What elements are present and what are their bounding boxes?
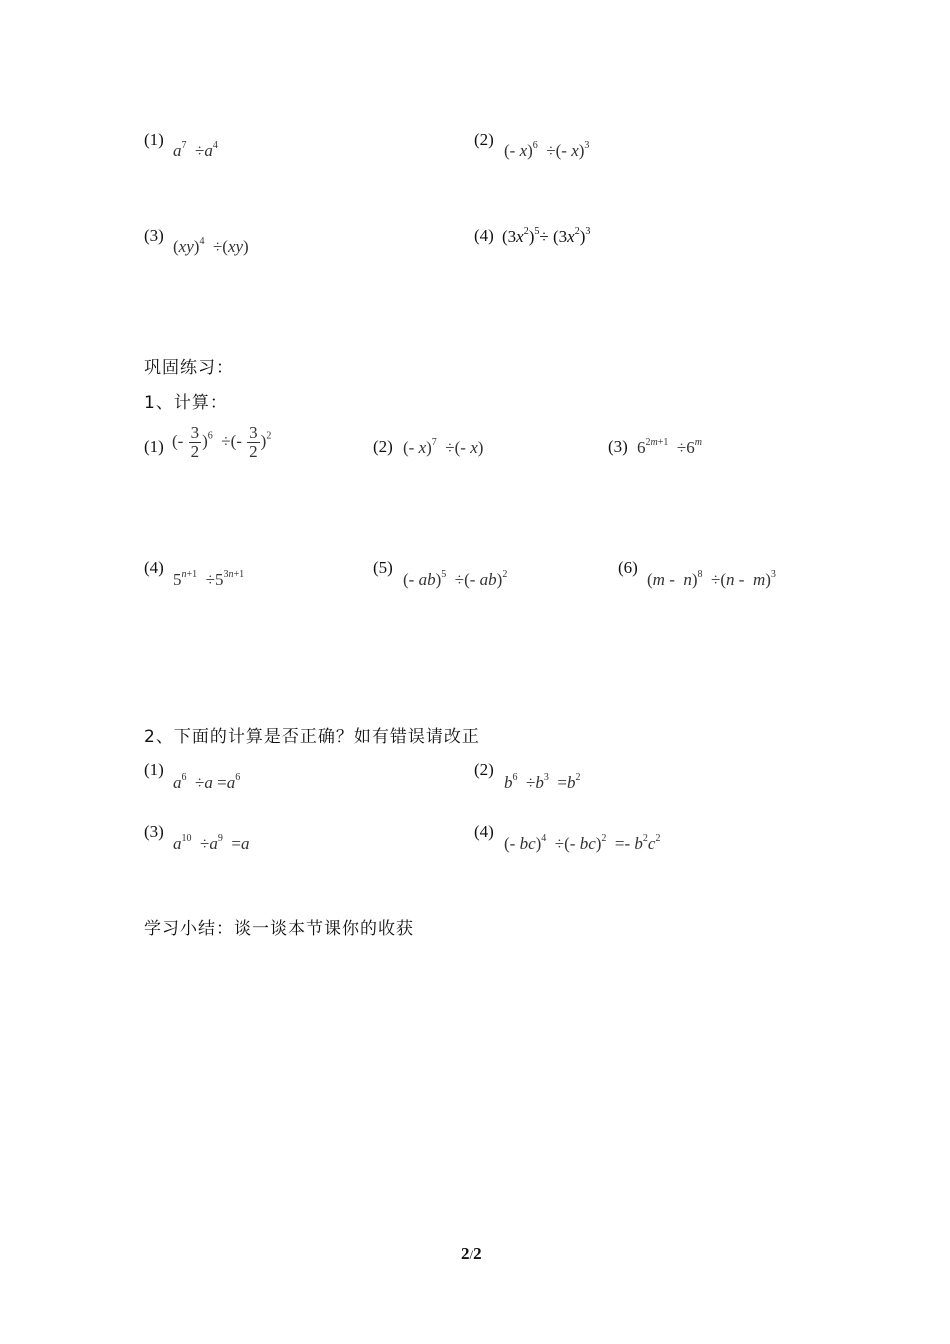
practice-title: 巩固练习： — [144, 358, 234, 378]
item-label: (3) — [608, 437, 628, 456]
item-label: (4) — [144, 558, 164, 577]
page-number — [461, 1244, 482, 1264]
math-expression: $a^{10} \div a^9 =a$ — [173, 833, 250, 853]
math-expression: (- $\frac{3}{2}$ )$^6$ ÷(- $\frac{3}{2}$ )$^2$ — [172, 423, 272, 461]
item-label: (3) — [144, 822, 164, 841]
item-label: (4) — [474, 822, 494, 841]
page-separator: / — [469, 1247, 474, 1262]
math-expression: $b^6 \div b^3 =b^2$ — [504, 772, 581, 792]
question-2-title: 2、下面的计算是否正确？如有错误请改正 — [144, 727, 480, 747]
item-label: (5) — [373, 558, 393, 577]
math-expression: (xy)$^4$ ÷(xy) — [173, 236, 249, 256]
item-label: (1) — [144, 760, 164, 779]
item-label: (6) — [618, 558, 638, 577]
item-label: (4) — [474, 226, 494, 245]
question-1-title: 1、计算： — [144, 393, 228, 413]
math-expression: (- bc)$^4$ ÷(- $bc)^2 =- b^2c^2$ — [504, 833, 661, 853]
math-expression: $a^6 \div a =a^6$ — [173, 772, 241, 792]
item-label: (3) — [144, 226, 164, 245]
page-current: 2 — [461, 1244, 470, 1263]
math-expression: $a^7 \div a^4$ — [173, 140, 218, 160]
summary-text: 学习小结：谈一谈本节课你的收获 — [144, 919, 414, 939]
math-expression: $6^{2m+1} \div 6^m$ — [637, 437, 702, 457]
math-expression: $(3x^2)^5\div (3x^2)^3$ — [502, 226, 591, 246]
math-expression: (- x)$^6$ ÷(- x)$^3$ — [504, 140, 590, 160]
math-expression: (- x)$^7$ ÷(- x) — [403, 437, 484, 457]
item-label: (1) — [144, 437, 164, 456]
item-label: (2) — [474, 130, 494, 149]
item-label: (1) — [144, 130, 164, 149]
item-label: (2) — [373, 437, 393, 456]
math-expression: (m - n)$^8$ ÷(n - m)$^3$ — [647, 569, 776, 589]
math-expression: (- ab)$^5$ ÷(- ab)$^2$ — [403, 569, 508, 589]
page-total: 2 — [473, 1244, 482, 1263]
math-expression: $5^{n+1} \div 5^{3n+1}$ — [173, 569, 245, 589]
item-label: (2) — [474, 760, 494, 779]
